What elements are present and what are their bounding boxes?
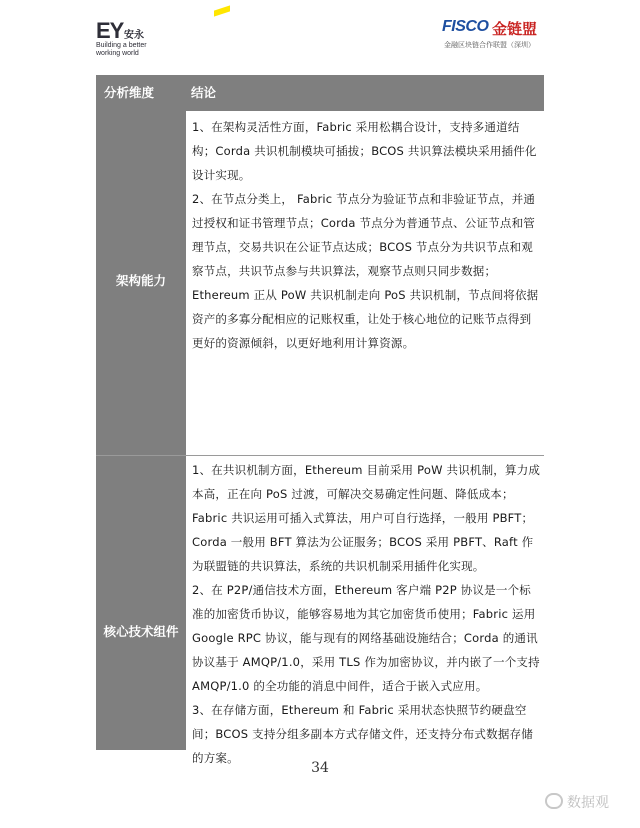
conclusion-item: 2、在节点分类上， Fabric 节点分为验证节点和非验证节点，并通过授权和证书管理节点；Corda 节点分为普通节点、公证节点和管理节点，交易共识在公证节点达成；BCOS 节点分为共识节点和观察节点，共识节点参与共识算法，观察节点则只同步数据；Ethereum 正从 PoW 共识机制走向 PoS 共识机制，节点间将依据资产的多寡分配相应的记账权重，让处于核心地位的记账节点得到更好的资源倾斜，以更好地利用计算资源。	[192, 192, 539, 350]
table-row-architecture	[96, 111, 544, 456]
row-label-cell	[96, 456, 186, 750]
analysis-table	[96, 75, 544, 765]
ey-chinese-name: 安永	[124, 30, 144, 41]
header-conclusion: 结论	[191, 85, 217, 100]
ey-tagline: Building a better working world	[96, 42, 147, 57]
row-label-architecture: 架构能力	[115, 273, 166, 288]
row-label-core-components: 核心技术组件	[103, 624, 179, 639]
conclusion-item: 2、在 P2P/通信技术方面，Ethereum 客户端 P2P 协议是一个标准的加密货币协议，能够容易地为其它加密货币使用；Fabric 运用 Google RPC 协议，能与现有的网络基础设施结合；Corda 的通讯协议基于 AMQP/1.0，采用 TLS 作为加密协议，并内嵌了一个支持 AMQP/1.0 的全功能的消息中间件，适合于嵌入式应用。	[192, 583, 540, 693]
watermark	[545, 792, 609, 812]
header-dimension: 分析维度	[104, 85, 155, 100]
page-header	[0, 0, 640, 72]
fisco-chinese-name: 金链盟	[492, 20, 538, 38]
page-number: 34	[311, 760, 329, 776]
table-row-core-components	[96, 456, 544, 765]
chat-bubble-icon	[545, 793, 563, 809]
conclusion-item: 1、在架构灵活性方面，Fabric 采用松耦合设计，支持多通道结构；Corda 共识机制模块可插拔；BCOS 共识算法模块采用插件化设计实现。	[192, 120, 537, 182]
fisco-logo	[442, 18, 552, 54]
fisco-wordmark: FISCO	[442, 18, 489, 35]
watermark-text: 数据观	[567, 795, 609, 811]
row-conclusion-architecture	[192, 115, 542, 355]
fisco-subtitle: 金融区块链合作联盟（深圳）	[444, 41, 535, 49]
conclusion-item: 3、在存储方面，Ethereum 和 Fabric 采用状态快照节约硬盘空间；BCOS 支持分组多副本方式存储文件，还支持分布式数据存储的方案。	[192, 703, 533, 765]
conclusion-item: 1、在共识机制方面，Ethereum 目前采用 PoW 共识机制，算力成本高，正在向 PoS 过渡，可解决交易确定性问题、降低成本；Fabric 共识运用可插入式算法，用户可自行选择，一般用 PBFT；Corda 一般用 BFT 算法为公证服务；BCOS 采用 PBFT、Raft 作为联盟链的共识算法，系统的共识机制采用插件化实现。	[192, 463, 541, 573]
row-label-cell	[96, 111, 186, 455]
ey-mark: EY	[96, 18, 124, 43]
ey-logo	[96, 8, 166, 64]
ey-yellow-beam-icon	[214, 5, 230, 16]
table-header	[96, 75, 544, 111]
row-conclusion-core-components	[192, 458, 542, 770]
